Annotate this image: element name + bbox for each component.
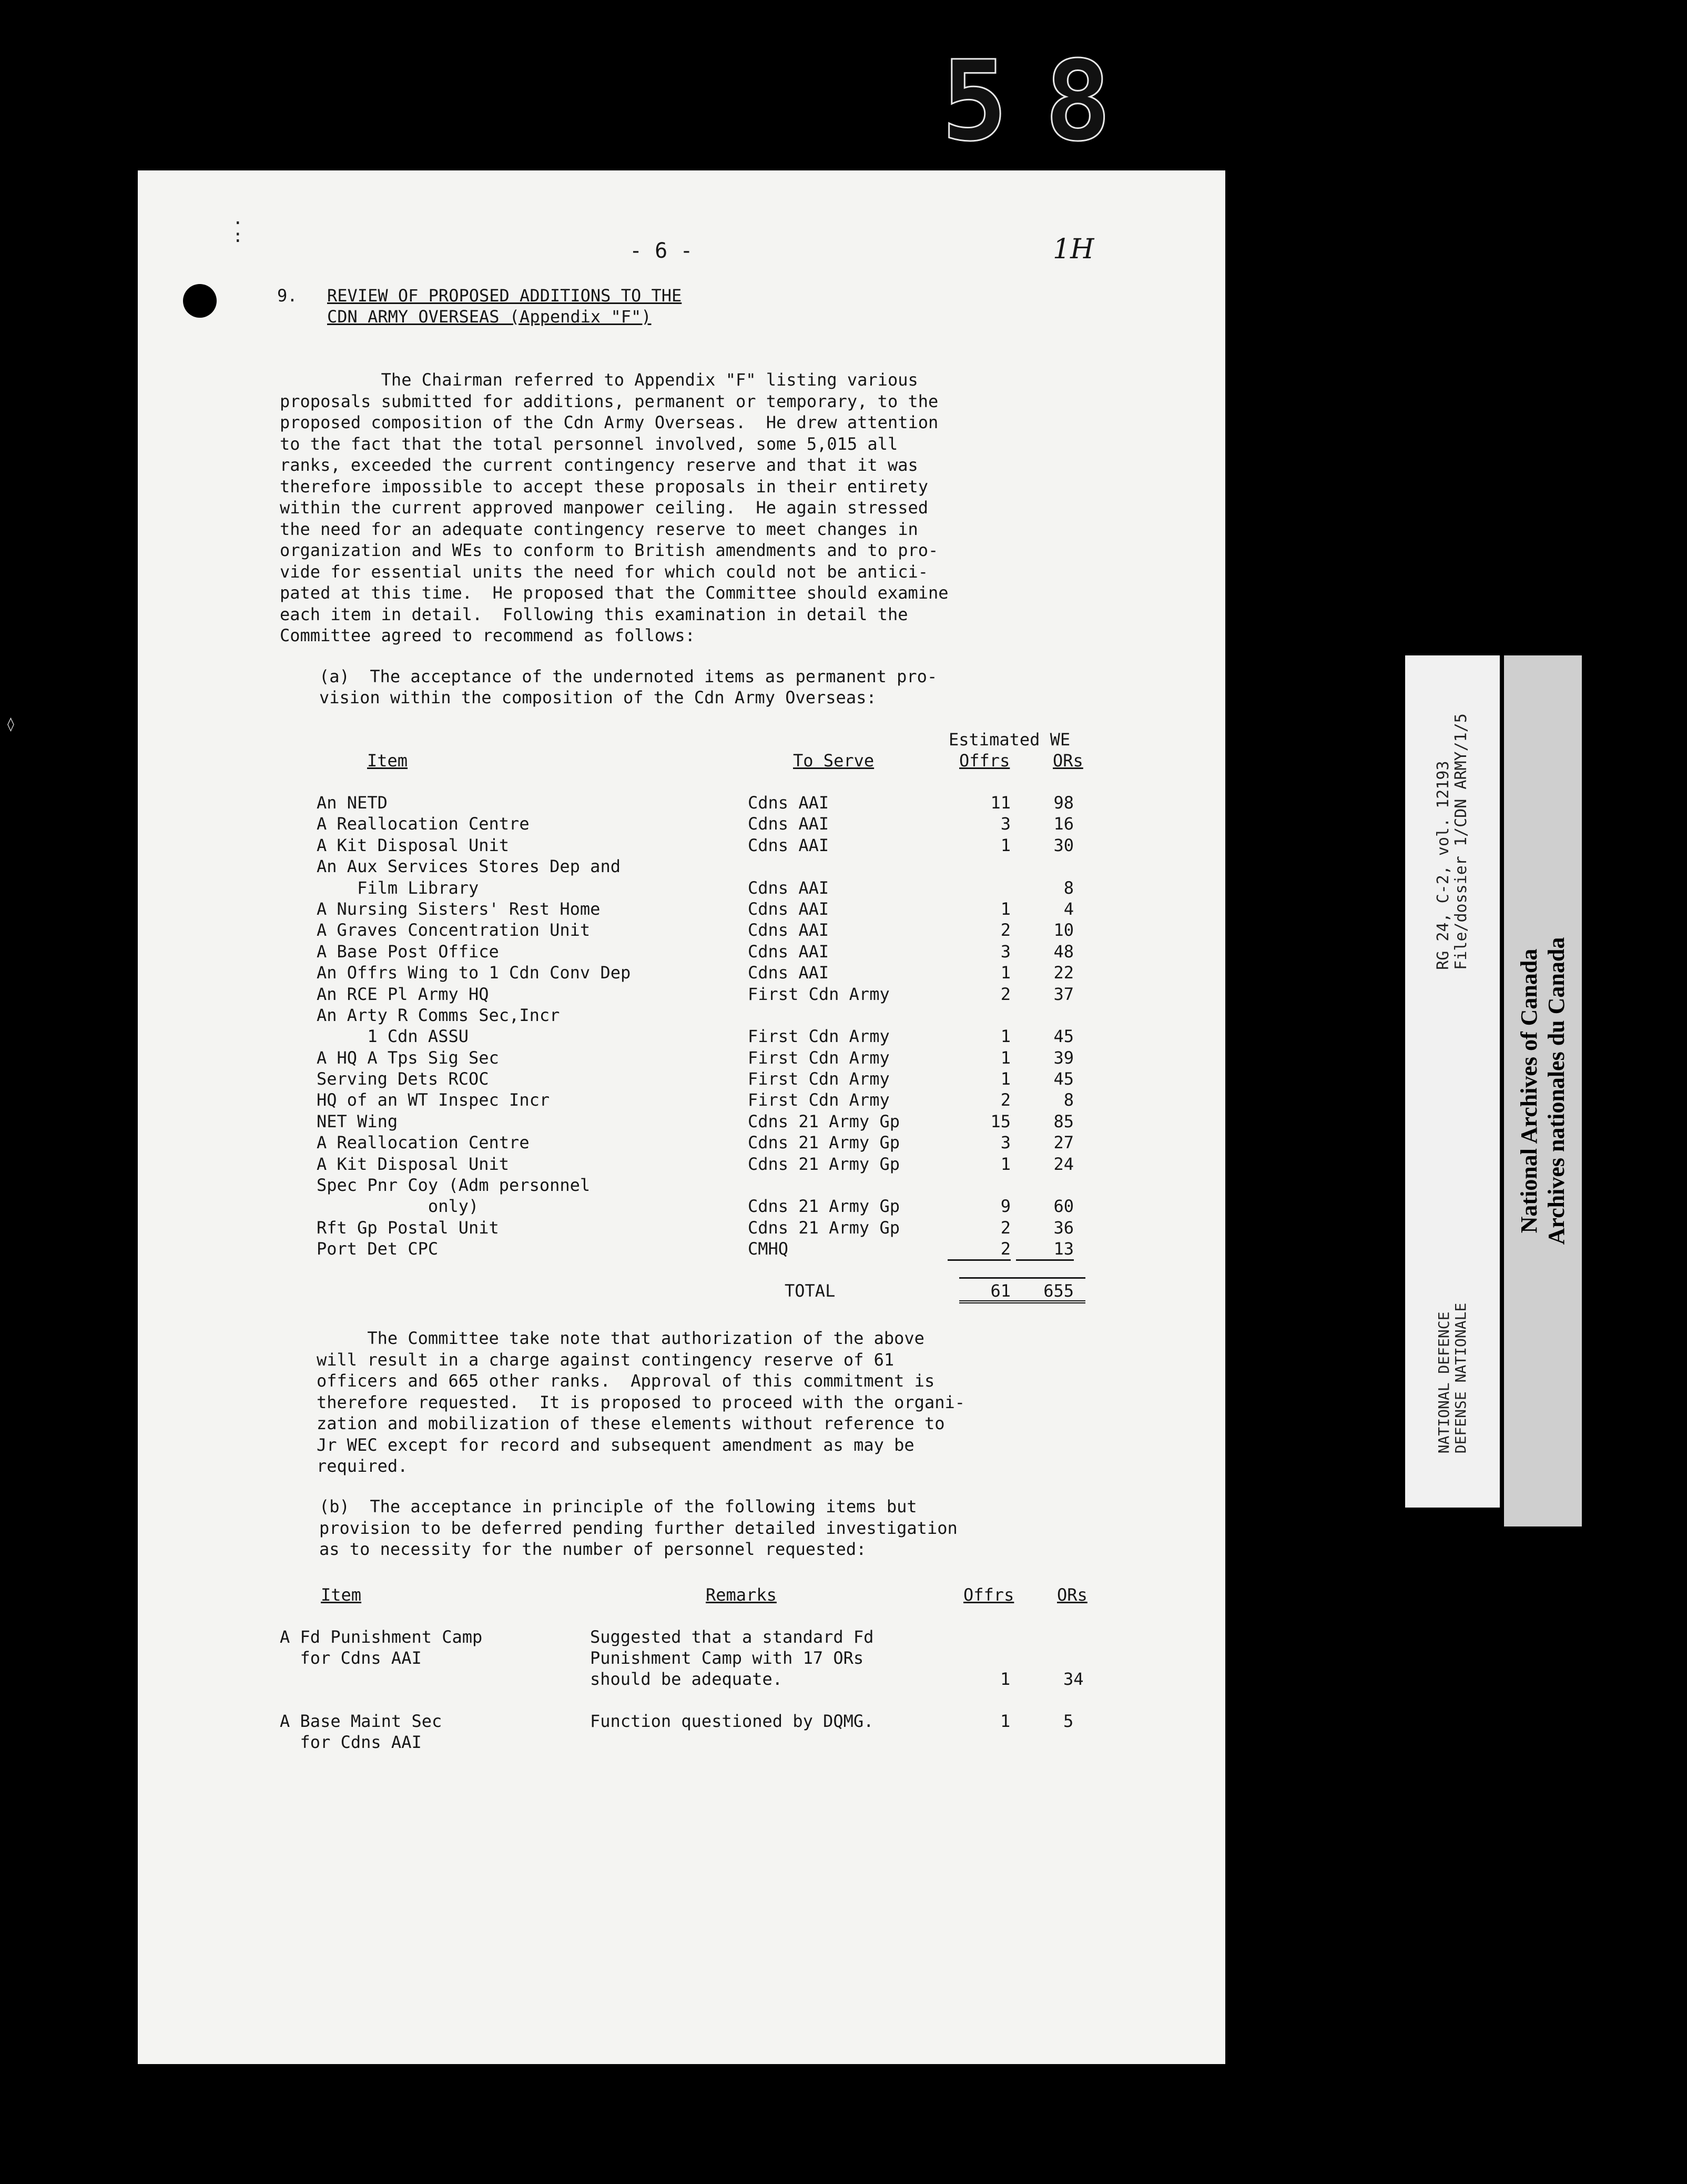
table-cell-ors: 8 — [1063, 877, 1074, 898]
table-cell-item: An Arty R Comms Sec,Incr — [317, 1005, 560, 1025]
archive-reference-text — [1405, 658, 1500, 1026]
table-cell-offrs: 1 — [1000, 898, 1011, 919]
table-cell-serve: Cdns 21 Army Gp — [748, 1111, 900, 1131]
table-cell-serve: Cdns AAI — [748, 814, 829, 834]
table-cell-ors: 36 — [1053, 1217, 1074, 1238]
table-cell-serve: Cdns AAI — [748, 898, 829, 919]
table-cell-serve: Cdns 21 Army Gp — [748, 1154, 900, 1174]
table-b-row1-remarks: Suggested that a standard Fd Punishment Camp with 17 ORs should be adequate. — [590, 1627, 874, 1689]
archives-canada-text: National Archives of Canada Archives nationales du Canada — [1516, 937, 1569, 1245]
table-cell-serve: Cdns AAI — [748, 835, 829, 855]
table-cell-serve: Cdns AAI — [748, 920, 829, 941]
estimated-we-header: Estimated WE — [949, 730, 1071, 750]
table-cell-ors: 60 — [1053, 1196, 1074, 1217]
table-b-header-offrs: Offrs — [963, 1585, 1014, 1605]
table-row — [138, 1196, 1225, 1217]
table-b-row1-offrs: 1 — [1000, 1669, 1011, 1689]
table-row — [138, 1175, 1225, 1196]
punch-hole — [183, 284, 217, 318]
table-cell-ors: 8 — [1063, 1090, 1074, 1110]
table-cell-serve: Cdns 21 Army Gp — [748, 1133, 900, 1153]
table-cell-offrs: 1 — [1000, 1069, 1011, 1089]
table-row — [138, 1026, 1225, 1047]
table-cell-offrs: 1 — [1000, 963, 1011, 983]
table-cell-item: 1 Cdn ASSU — [317, 1026, 469, 1047]
table-cell-ors: 45 — [1053, 1069, 1074, 1089]
item-b-text: (b) The acceptance in principle of the following items but provision to be deferred pending further detailed investigation as to necessity for the number of personnel requested: — [319, 1497, 958, 1559]
table-row — [138, 856, 1225, 877]
table-cell-ors: 48 — [1053, 941, 1074, 962]
table-a-header-item: Item — [367, 751, 408, 771]
table-cell-offrs: 2 — [948, 1238, 1011, 1261]
handwritten-mark: 1H — [1053, 234, 1094, 265]
table-cell-offrs: 1 — [1000, 1154, 1011, 1174]
table-cell-offrs: 3 — [1000, 814, 1011, 834]
table-cell-item: Rft Gp Postal Unit — [317, 1217, 499, 1238]
table-a-body — [138, 792, 1225, 1260]
table-cell-ors: 10 — [1053, 920, 1074, 941]
table-cell-ors: 85 — [1053, 1111, 1074, 1131]
total-double-rule — [959, 1300, 1085, 1303]
table-cell-ors: 16 — [1053, 814, 1074, 834]
table-row — [138, 898, 1225, 919]
margin-marks: . : — [232, 208, 243, 247]
table-cell-offrs: 2 — [1000, 984, 1011, 1004]
section-title-line1: REVIEW OF PROPOSED ADDITIONS TO THE — [327, 286, 682, 306]
table-cell-item: A HQ A Tps Sig Sec — [317, 1047, 499, 1068]
archive-reference: RG 24, C-2, vol. 12193 File/dossier 1/CDN ARMY/1/5 — [1434, 713, 1470, 970]
paragraph-1: The Chairman referred to Appendix "F" listing various proposals submitted for additions, permanent or temporary, to the proposed composition of the Cdn Army Overseas. He drew attention to the fact that the total personnel involved, some 5,015 all ranks, exceeded the current contingency reserve and that it was therefore impossible to accept these proposals in their entirety within the current approved manpower ceiling. He again stressed the need for an adequate contingency reserve to meet changes in organization and WEs to conform to British amendments and to pro- vide for essential units the need for which could not be antici- pated at this time. He proposed that the Committee should examine each item in detail. Following this examination in detail the Committee agreed to recommend as follows: — [280, 370, 949, 645]
table-cell-offrs: 15 — [990, 1111, 1011, 1131]
table-b-row1-item: A Fd Punishment Camp for Cdns AAI — [280, 1627, 483, 1668]
table-row — [138, 1005, 1225, 1026]
table-row — [138, 941, 1225, 962]
table-b-row2-item: A Base Maint Sec for Cdns AAI — [280, 1711, 442, 1752]
table-cell-item: A Kit Disposal Unit — [317, 1154, 510, 1174]
page-number: - 6 - — [629, 239, 693, 263]
item-a-text: (a) The acceptance of the undernoted items as permanent pro- vision within the composition of the Cdn Army Overseas: — [319, 666, 938, 707]
table-cell-serve: CMHQ — [748, 1239, 789, 1259]
table-row — [138, 1068, 1225, 1089]
table-row — [138, 1238, 1225, 1259]
table-b-header-ors: ORs — [1057, 1585, 1088, 1605]
table-cell-item: NET Wing — [317, 1111, 398, 1131]
table-b-row2-remarks: Function questioned by DQMG. — [590, 1711, 874, 1731]
table-b-header-item: Item — [321, 1585, 362, 1605]
table-cell-item: A Kit Disposal Unit — [317, 835, 510, 855]
table-cell-serve: First Cdn Army — [748, 1069, 890, 1089]
table-cell-serve: First Cdn Army — [748, 1090, 890, 1110]
table-cell-serve: First Cdn Army — [748, 1026, 890, 1047]
table-row — [138, 835, 1225, 856]
table-cell-item: A Nursing Sisters' Rest Home — [317, 898, 601, 919]
table-cell-item: A Reallocation Centre — [317, 814, 530, 834]
table-a-header-ors: ORs — [1053, 751, 1083, 771]
table-cell-ors: 30 — [1053, 835, 1074, 855]
table-cell-offrs: 11 — [990, 793, 1011, 813]
table-cell-serve: Cdns 21 Army Gp — [748, 1196, 900, 1217]
table-cell-item: HQ of an WT Inspec Incr — [317, 1090, 550, 1110]
table-cell-offrs: 3 — [1000, 941, 1011, 962]
national-defence-text: NATIONAL DEFENCE DEFENSE NATIONALE — [1435, 1302, 1469, 1454]
table-row — [138, 984, 1225, 1005]
table-cell-serve: Cdns AAI — [748, 941, 829, 962]
table-cell-serve: Cdns AAI — [748, 877, 829, 898]
table-row — [138, 962, 1225, 983]
national-defence-stamp — [1405, 1252, 1500, 1504]
table-cell-item: A Reallocation Centre — [317, 1133, 530, 1153]
table-cell-serve: First Cdn Army — [748, 1047, 890, 1068]
film-speck: ◊ — [7, 716, 14, 732]
table-cell-ors: 22 — [1053, 963, 1074, 983]
archives-canada-label — [1504, 655, 1582, 1526]
table-cell-offrs: 1 — [1000, 1026, 1011, 1047]
table-row — [138, 1089, 1225, 1110]
table-cell-ors: 13 — [1016, 1238, 1074, 1261]
table-cell-ors: 39 — [1053, 1047, 1074, 1068]
table-row — [138, 792, 1225, 813]
table-b-row1-ors: 34 — [1063, 1669, 1084, 1689]
table-cell-ors: 45 — [1053, 1026, 1074, 1047]
table-cell-offrs: 2 — [1000, 1090, 1011, 1110]
table-cell-offrs: 3 — [1000, 1133, 1011, 1153]
paragraph-2: The Committee take note that authorization of the above will result in a charge against contingency reserve of 61 officers and 665 other ranks. Approval of this commitment is therefore requested. It is proposed to proceed with the organi- zation and mobilization of these elements without reference to Jr WEC except for record and subsequent amendment as may be required. — [317, 1328, 965, 1476]
table-cell-offrs: 1 — [1000, 835, 1011, 855]
table-cell-offrs: 9 — [1000, 1196, 1011, 1217]
table-cell-serve: First Cdn Army — [748, 984, 890, 1004]
table-cell-item: Film Library — [317, 877, 479, 898]
table-cell-serve: Cdns 21 Army Gp — [748, 1217, 900, 1238]
table-cell-item: An RCE Pl Army HQ — [317, 984, 489, 1004]
table-cell-item: Port Det CPC — [317, 1239, 439, 1259]
table-cell-offrs: 1 — [1000, 1047, 1011, 1068]
total-rule — [959, 1277, 1085, 1279]
table-row — [138, 813, 1225, 834]
section-title-line2: CDN ARMY OVERSEAS (Appendix "F") — [327, 307, 652, 327]
table-cell-ors: 27 — [1053, 1133, 1074, 1153]
table-cell-item: An NETD — [317, 793, 388, 813]
table-cell-item: Spec Pnr Coy (Adm personnel — [317, 1175, 591, 1196]
table-a-header-offrs: Offrs — [959, 751, 1010, 771]
table-row — [138, 1111, 1225, 1132]
table-cell-offrs: 2 — [1000, 920, 1011, 941]
table-cell-serve: Cdns AAI — [748, 963, 829, 983]
table-b-header-remarks: Remarks — [706, 1585, 777, 1605]
section-number: 9. — [277, 286, 298, 306]
table-row — [138, 1154, 1225, 1175]
document-page — [138, 170, 1225, 2064]
table-row — [138, 919, 1225, 941]
table-cell-item: Serving Dets RCOC — [317, 1069, 489, 1089]
table-b-row2-ors: 5 — [1063, 1711, 1074, 1731]
total-offrs: 61 — [990, 1281, 1011, 1301]
table-cell-ors: 4 — [1063, 898, 1074, 919]
table-cell-item: An Aux Services Stores Dep and — [317, 856, 621, 877]
table-cell-item: A Base Post Office — [317, 941, 499, 962]
table-cell-item: A Graves Concentration Unit — [317, 920, 591, 941]
table-cell-ors: 37 — [1053, 984, 1074, 1004]
table-row — [138, 1217, 1225, 1238]
table-row — [138, 1132, 1225, 1153]
table-a-header-serve: To Serve — [793, 751, 875, 771]
table-cell-serve: Cdns AAI — [748, 793, 829, 813]
table-cell-offrs: 2 — [1000, 1217, 1011, 1238]
table-cell-ors: 24 — [1053, 1154, 1074, 1174]
table-b-row2-offrs: 1 — [1000, 1711, 1011, 1731]
total-label: TOTAL — [785, 1281, 836, 1301]
microfilm-frame-number: 58 — [941, 37, 1148, 166]
table-row — [138, 1047, 1225, 1068]
table-cell-item: only) — [317, 1196, 479, 1217]
table-cell-item: An Offrs Wing to 1 Cdn Conv Dep — [317, 963, 631, 983]
table-row — [138, 877, 1225, 898]
total-ors: 655 — [1043, 1281, 1074, 1301]
table-cell-ors: 98 — [1053, 793, 1074, 813]
section-title — [327, 285, 682, 327]
